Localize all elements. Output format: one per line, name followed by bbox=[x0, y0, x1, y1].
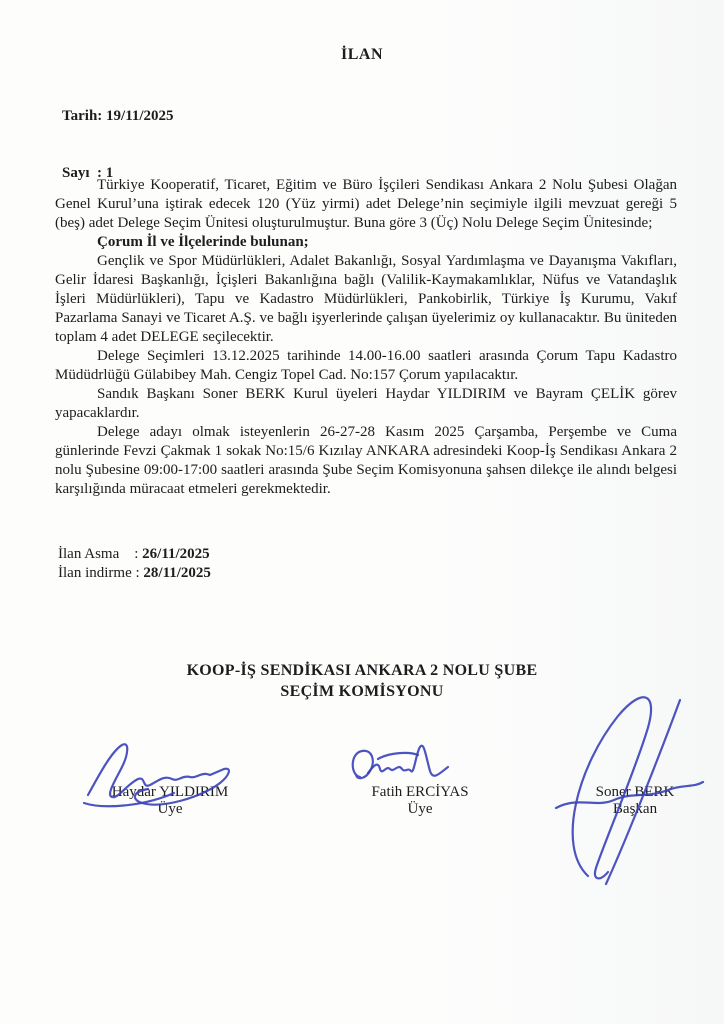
posting-indirme-date: 28/11/2025 bbox=[143, 565, 211, 581]
posting-indirme-label: İlan indirme : bbox=[58, 565, 144, 581]
paragraph-workplaces: Gençlik ve Spor Müdürlükleri, Adalet Bakanlığı, Sosyal Yardımlaşma ve Dayanışma Vakıfları, Gelir İdaresi Başkanlığı, İçişleri Bakanlığına bağlı (Valilik-Kaymakamlıklar, Nüfus ve Vatandaşlık İşleri Müdürlükleri), Tapu ve Kadastro Müdürlükleri, Pankobirlik, Türkiye İş Kurumu, Vakıf Pazarlama Sanayi ve Ticaret A.Ş. ve bağlı işyerlerinde çalışan üyelerimiz oy kullanacaktır. Bu üniteden toplam 4 adet DELEGE seçilecektir. bbox=[55, 253, 677, 345]
signatory-haydar bbox=[80, 784, 260, 818]
posting-dates bbox=[58, 545, 211, 583]
paragraph-officials: Sandık Başkanı Soner BERK Kurul üyeleri Haydar YILDIRIM ve Bayram ÇELİK görev yapacaklardır. bbox=[55, 386, 677, 421]
document-title: İLAN bbox=[340, 46, 383, 63]
paragraph-intro: Türkiye Kooperatif, Ticaret, Eğitim ve Büro İşçileri Sendikası Ankara 2 Nolu Şubesi Olağan Genel Kurul’una iştirak edecek 120 (Yüz yirmi) adet Delege’nin seçimiyle ilgili mevzuat gereği 5 (beş) adet Delege Seçim Ünitesi oluşturulmuştur. Buna göre 3 (Üç) Nolu Delege Seçim Ünitesinde; bbox=[55, 177, 677, 231]
signatory-title: Üye bbox=[157, 801, 183, 817]
signatory-name: Haydar YILDIRIM bbox=[111, 784, 229, 800]
committee-heading-line2: SEÇİM KOMİSYONU bbox=[280, 683, 444, 700]
paragraph-region: Çorum İl ve İlçelerinde bulunan; bbox=[97, 234, 309, 250]
signatory-title: Başkan bbox=[612, 801, 658, 817]
posting-asma-date: 26/11/2025 bbox=[142, 546, 210, 562]
signatory-name: Soner BERK bbox=[595, 784, 675, 800]
paragraph-election: Delege Seçimleri 13.12.2025 tarihinde 14.00-16.00 saatleri arasında Çorum Tapu Kadastro Müdüdrlüğü Gülabibey Mah. Cengiz Topel Cad. No:157 Çorum yapılacaktır. bbox=[55, 348, 677, 383]
committee-heading-line1: KOOP-İŞ SENDİKASI ANKARA 2 NOLU ŞUBE bbox=[186, 662, 538, 679]
signatory-name: Fatih ERCİYAS bbox=[371, 784, 469, 800]
meta-number-line: Sayı : 1 bbox=[62, 165, 114, 181]
paragraph-application: Delege adayı olmak isteyenlerin 26-27-28 Kasım 2025 Çarşamba, Perşembe ve Cuma günlerinde Fevzi Çakmak 1 sokak No:15/6 Kızılay ANKARA adresindeki Koop-İş Sendikası Ankara 2 nolu Şubesine 09:00-17:00 saatleri arasında Şube Seçim Komisyonuna şahsen dilekçe ile alındı belgesi karşılığında müracaat etmeleri gerekmektedir. bbox=[55, 424, 677, 497]
signatory-fatih bbox=[340, 784, 500, 818]
meta-date-line: Tarih: 19/11/2025 bbox=[62, 108, 174, 124]
signatory-title: Üye bbox=[407, 801, 433, 817]
posting-asma-line bbox=[58, 545, 211, 564]
committee-heading bbox=[0, 660, 724, 702]
document-body bbox=[55, 176, 677, 499]
signatory-soner bbox=[560, 784, 710, 818]
posting-indirme-line bbox=[58, 564, 211, 583]
posting-asma-label: İlan Asma : bbox=[58, 546, 143, 562]
